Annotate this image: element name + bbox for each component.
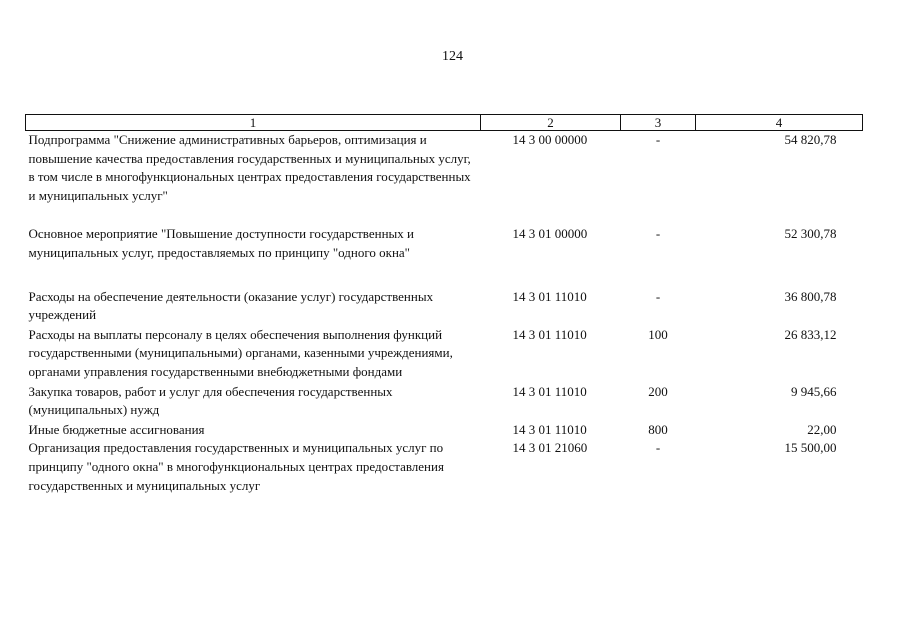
page-number: 124 — [442, 49, 463, 64]
header-col-2: 2 — [481, 115, 621, 131]
row-code: 14 3 01 11010 — [512, 421, 587, 437]
row-amount: 22,00 — [807, 421, 837, 437]
row-name: Подпрограмма "Снижение административных барьеров, оптимизация и повышение качества предоставления государственных и муниципальных услуг, в том числе в многофункциональных центрах предоставления государственных и муниципальных услуг" — [28, 132, 471, 203]
table-row — [26, 421, 863, 440]
row-name: Расходы на обеспечение деятельности (оказание услуг) государственных учреждений — [28, 288, 434, 323]
row-code: 14 3 01 11010 — [512, 288, 587, 304]
table-row — [26, 383, 863, 421]
row-name: Расходы на выплаты персоналу в целях обеспечения выполнения функций государственными (муниципальными) органами, казенными учреждениями, органами управления государственными внебюджетными фондами — [28, 326, 453, 379]
row-expense-type: - — [655, 440, 661, 456]
table-row — [26, 288, 863, 326]
row-expense-type: - — [655, 132, 661, 147]
row-expense-type: 100 — [648, 326, 668, 342]
header-col-4: 4 — [696, 115, 863, 131]
row-amount: 52 300,78 — [784, 226, 837, 242]
row-expense-type: 800 — [648, 421, 668, 437]
row-code: 14 3 01 21060 — [512, 440, 588, 456]
row-code: 14 3 01 11010 — [512, 383, 587, 399]
row-name: Закупка товаров, работ и услуг для обеспечения государственных (муниципальных) нужд — [28, 383, 393, 418]
row-amount: 9 945,66 — [791, 383, 837, 399]
row-amount: 26 833,12 — [784, 326, 837, 342]
table-row — [26, 326, 863, 383]
row-amount: 36 800,78 — [784, 288, 837, 304]
budget-table — [25, 114, 863, 495]
row-amount: 15 500,00 — [784, 440, 837, 456]
row-amount: 54 820,78 — [784, 132, 837, 147]
row-expense-type: - — [655, 226, 661, 242]
row-code: 14 3 00 00000 — [512, 132, 588, 147]
table-header-row — [26, 115, 863, 131]
row-code: 14 3 01 11010 — [512, 326, 587, 342]
header-col-3: 3 — [621, 115, 696, 131]
row-expense-type: 200 — [648, 383, 668, 399]
table-row — [26, 439, 863, 495]
row-expense-type: - — [655, 288, 661, 304]
header-col-1: 1 — [26, 115, 481, 131]
row-name: Основное мероприятие "Повышение доступности государственных и муниципальных услуг, предоставляемых по принципу "одного окна" — [28, 226, 414, 260]
table-row — [26, 225, 863, 287]
row-name: Организация предоставления государственных и муниципальных услуг по принципу "одного окна" в многофункциональных центрах предоставления государственных и муниципальных услуг — [28, 440, 444, 493]
row-name: Иные бюджетные ассигнования — [28, 421, 205, 437]
table-row — [26, 131, 863, 226]
row-code: 14 3 01 00000 — [512, 226, 588, 242]
